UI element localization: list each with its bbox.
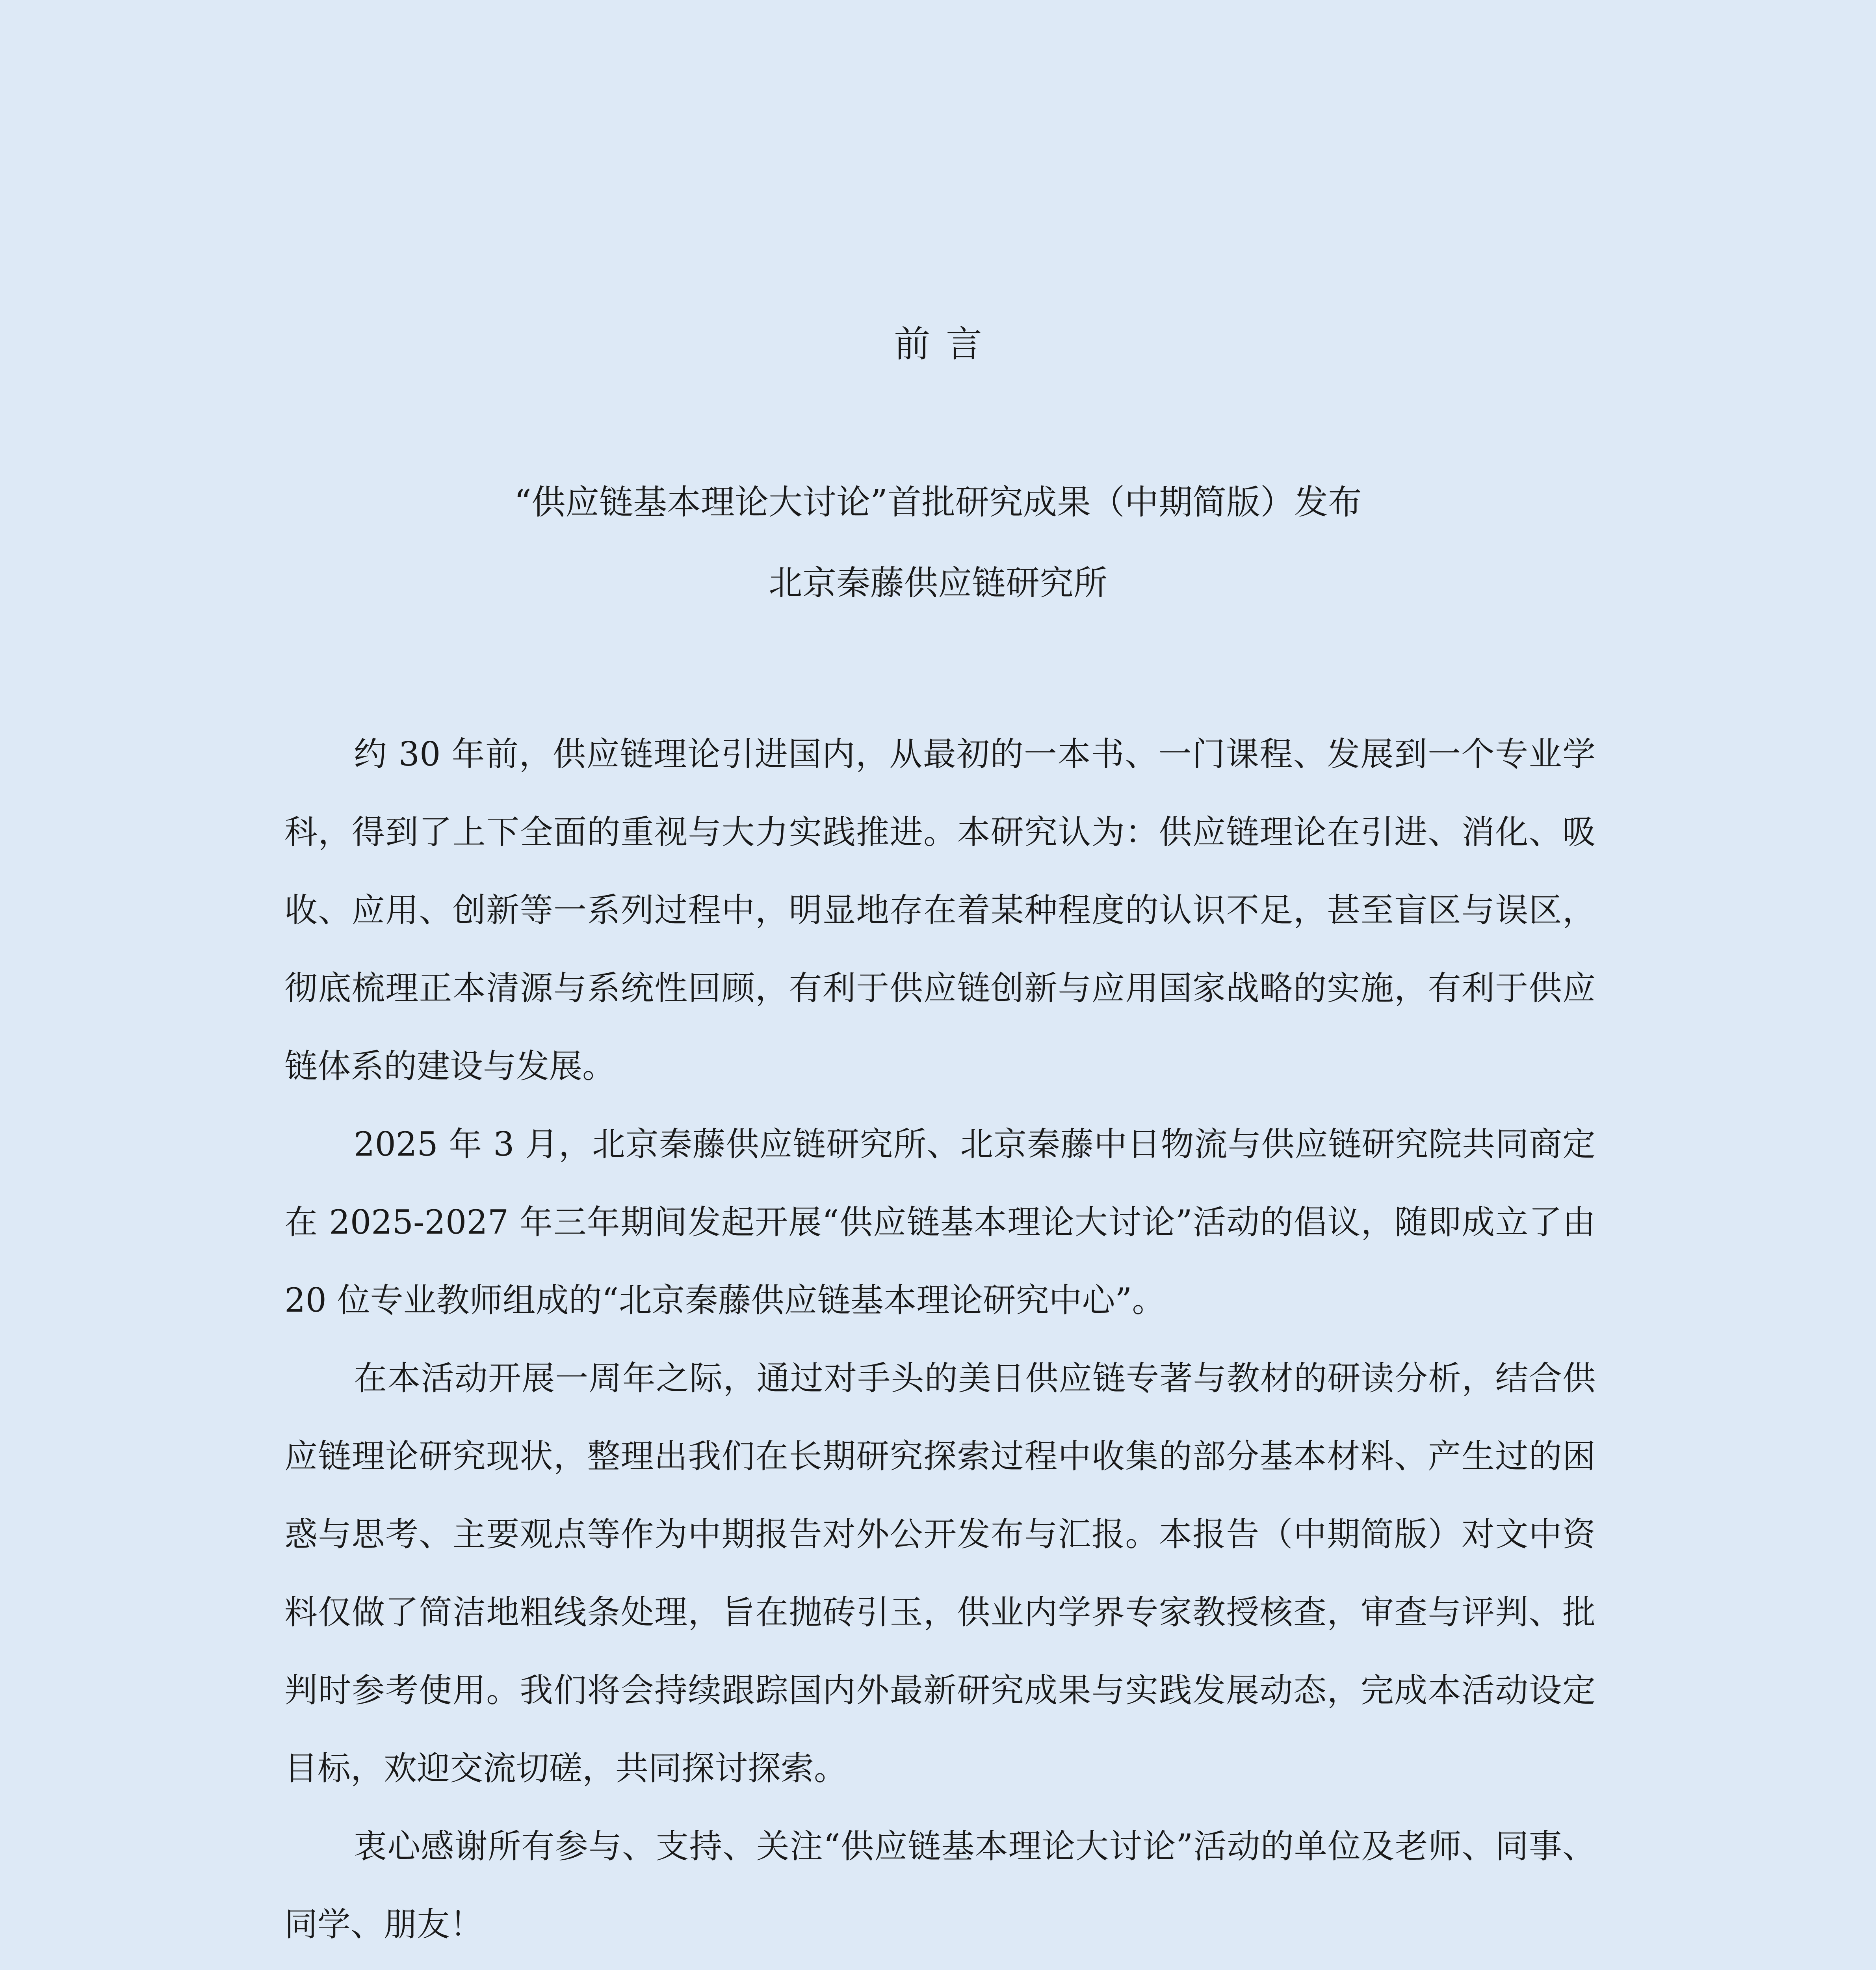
paragraph-2: 2025 年 3 月，北京秦藤供应链研究所、北京秦藤中日物流与供应链研究院共同商定在 2025-2027 年三年期间发起开展“供应链基本理论大讨论”活动的倡议，随即成立了由 20 位专业教师组成的“北京秦藤供应链基本理论研究中心”。 [284, 1125, 1596, 1320]
paragraph-3: 在本活动开展一周年之际，通过对手头的美日供应链专著与教材的研读分析，结合供应链理论研究现状，整理出我们在长期研究探索过程中收集的部分基本材料、产生过的困惑与思考、主要观点等作为中期报告对外公开发布与汇报。本报告（中期简版）对文中资料仅做了简洁地粗线条处理，旨在抛砖引玉，供业内学界专家教授核查，审查与评判、批判时参考使用。我们将会持续跟踪国内外最新研究成果与实践发展动态，完成本活动设定目标，欢迎交流切磋，共同探讨探索。 [284, 1359, 1596, 1788]
body-text [284, 715, 1596, 1963]
page-heading: 前言 [893, 323, 998, 365]
document-subtitle: “供应链基本理论大讨论”首批研究成果（中期简版）发布 [514, 483, 1362, 522]
paragraph-4: 衷心感谢所有参与、支持、关注“供应链基本理论大讨论”活动的单位及老师、同事、同学、朋友！ [284, 1827, 1596, 1944]
organization-name: 北京秦藤供应链研究所 [769, 563, 1107, 603]
paragraph-1: 约 30 年前，供应链理论引进国内，从最初的一本书、一门课程、发展到一个专业学科，得到了上下全面的重视与大力实践推进。本研究认为：供应链理论在引进、消化、吸收、应用、创新等一系列过程中，明显地存在着某种程度的认识不足，甚至盲区与误区，彻底梳理正本清源与系统性回顾，有利于供应链创新与应用国家战略的实施，有利于供应链体系的建设与发展。 [284, 735, 1596, 1085]
